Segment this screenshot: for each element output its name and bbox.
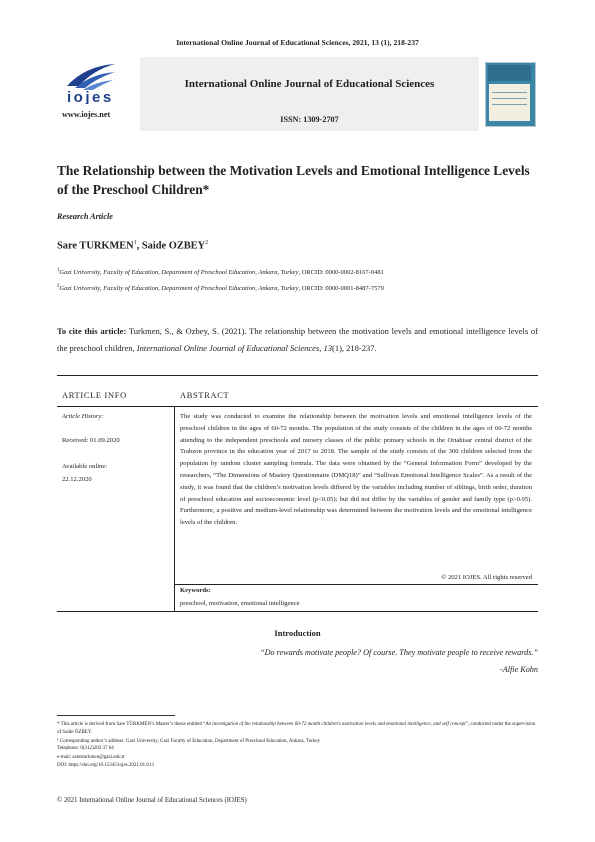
cover-panel — [489, 84, 530, 121]
affiliation: $^1$Gazi University, Faculty of Education, Department of Preschool Education, Ankara, Turkey, ORCID: 0000-0002-8167-0481 — [57, 268, 384, 277]
article-title: The Relationship between the Motivation Levels and Emotional Intelligence Levels of the Preschool Children* — [57, 163, 530, 197]
logo-swoosh-icon — [63, 60, 133, 104]
section-heading-introduction: Introduction — [274, 628, 321, 638]
citation-journal: International Online Journal of Educational Sciences, 13 — [136, 343, 333, 353]
footnote-telephone: Telephone: 0(312)202 37 64 — [57, 746, 114, 751]
divider — [175, 584, 538, 585]
abstract-text: The study was conducted to examine the relationship between the motivation levels and emotional intelligence levels of the preschool children in the ages of 60-72 months. The population of the study consists of the children in the ages of 60-72 months attending to the independent preschools and nursery classes of the public primary schools in the Ortahisar central district of the Trabzon province in the education year of 2017 to 2018. The sample of the study consists of the 300 children selected from the population by random cluster sampling formula. The data were obtained by the “General Information Form” developed by the researchers, “The Dimensions of Mastery Questionnaire (DMQ18)” and “Sullivan Emotional Intelligence Scales”. As a result of the study, it was found that the children’s motivation levels differed by the variables including number of siblings, birth order, duration of preschool education and socioeconomic level (p<0.05); but did not differ by the variables of gender and family type (p>0.05). Furthermore, a positive and medium-level relationship was determined between the motivation levels and the emotional intelligence levels of the children. — [180, 413, 532, 527]
article-history-label: Article History: — [62, 413, 104, 420]
column-divider — [174, 406, 175, 611]
citation-label: To cite this article: — [57, 326, 127, 336]
copyright-notice: © 2021 IOJES. All rights reserved — [441, 574, 532, 581]
cover-line — [492, 104, 527, 105]
abstract-heading: ABSTRACT — [180, 391, 230, 400]
footnote-divider — [57, 715, 175, 716]
affiliation: $^2$Gazi University, Faculty of Education, Department of Preschool Education, Ankara, Turkey, ORCID: 0000-0001-8487-7579 — [57, 284, 384, 293]
divider — [57, 375, 538, 376]
author-list: Sare TURKMEN$^1$, Saide OZBEY$^2$ — [57, 240, 209, 252]
available-online-label: Available online: — [62, 463, 108, 470]
cover-line — [492, 92, 527, 93]
keywords: preschool, motivation, emotional intelligence — [180, 600, 300, 607]
author-affil-mark: 2 — [205, 240, 209, 246]
author-name: Sare TURKMEN — [57, 240, 134, 252]
divider — [57, 406, 538, 407]
cover-line — [492, 98, 527, 99]
received-date: Received: 01.09.2020 — [62, 437, 120, 444]
available-online-date: 22.12.2020 — [62, 476, 92, 483]
footnote-doi[interactable]: DOI: https://doi.org/10.15345/iojes.2021.01.013 — [57, 763, 154, 768]
journal-name: International Online Journal of Educational Sciences — [184, 78, 435, 90]
divider — [57, 611, 538, 612]
author-name: Saide OZBEY — [141, 240, 206, 252]
epigraph-quote: “Do rewards motivate people? Of course. They motivate people to receive rewards.” — [260, 648, 538, 657]
article-type: Research Article — [57, 212, 113, 221]
footnote-thesis: * This article is derived from Sare TÜRKMEN’s Master’s thesis entitled “An investigation of the relationship between 60-72 month children’s motivation levels and emotional intelligence, and self concept”, conducted under the supervision of Saide ÖZBEY. — [57, 722, 536, 735]
keywords-label: Keywords: — [180, 587, 211, 594]
logo-wordmark: iojes — [67, 89, 114, 104]
issn: ISSN: 1309-2707 — [280, 115, 339, 124]
citation: To cite this article: Turkmen, S., & Ozbey, S. (2021). The relationship between the motivation levels and emotional intelligence levels of the preschool children, International Online Journal of Educational Sciences, 13(1), 218-237. — [57, 326, 539, 353]
journal-website[interactable]: www.iojes.net — [62, 110, 111, 119]
footnote-email[interactable]: e-mail: saresturkmen@gazi.edu.tr — [57, 755, 125, 760]
page-footer: © 2021 International Online Journal of Educational Sciences (IOJES) — [57, 797, 247, 804]
author-affil-mark: 1 — [133, 240, 137, 246]
running-head: International Online Journal of Educational Sciences, 2021, 13 (1), 218-237 — [176, 38, 419, 47]
epigraph-author: -Alfie Kohn — [500, 665, 538, 674]
article-info-heading: ARTICLE INFO — [62, 391, 127, 400]
footnote-corresponding: ¹ Corresponding author’s address: Gazi University, Gazi Faculty of Education, Department of Preschool Education, Ankara, Turkey — [57, 739, 321, 744]
cover-title-strip — [488, 65, 531, 81]
iojes-logo — [63, 60, 133, 104]
